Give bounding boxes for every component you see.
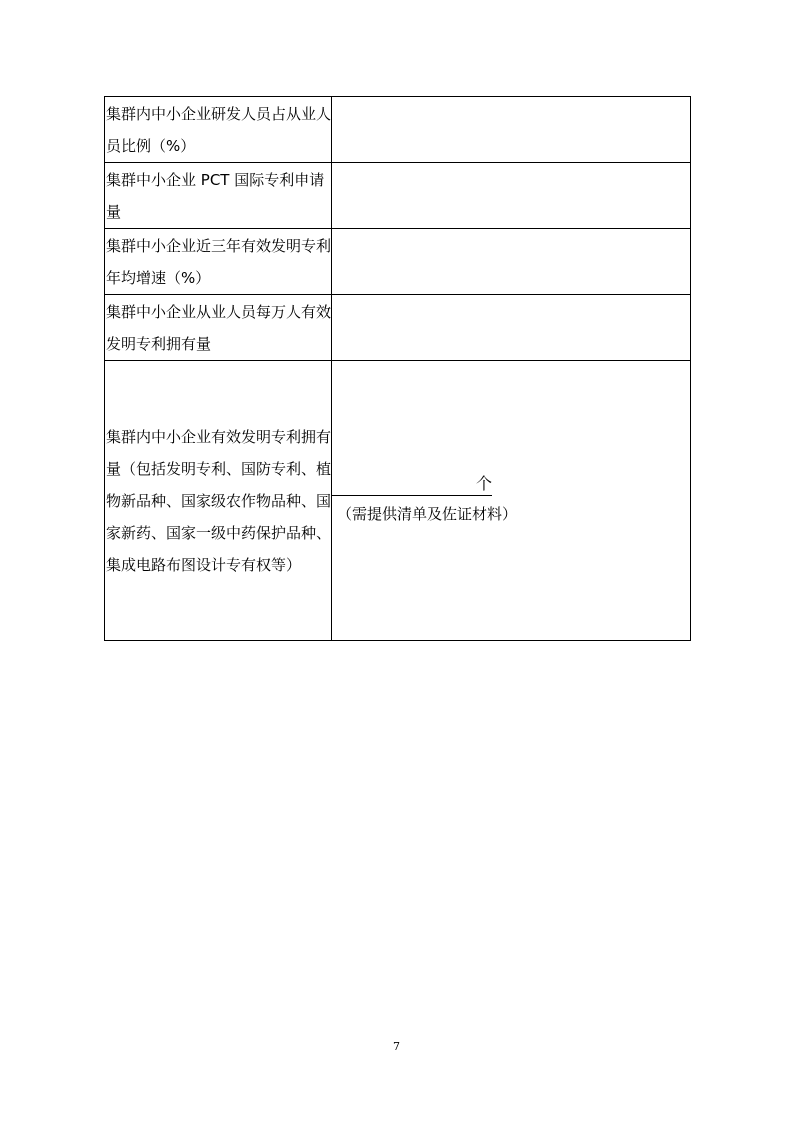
label-cell bbox=[105, 295, 332, 361]
label-cell bbox=[105, 361, 332, 641]
table-row bbox=[105, 163, 691, 229]
value-cell-valid-patents[interactable] bbox=[332, 361, 691, 641]
value-cell-rd-staff-ratio[interactable] bbox=[332, 97, 691, 163]
application-form-table bbox=[104, 96, 691, 641]
row-label-valid-patents: 集群内中小企业有效发明专利拥有量（包括发明专利、国防专利、植物新品种、国家级农作物品种、国家新药、国家一级中药保护品种、集成电路布图设计专有权等） bbox=[106, 428, 332, 574]
evidence-note: （需提供清单及佐证材料） bbox=[337, 505, 518, 523]
table-row bbox=[105, 361, 691, 641]
row-label-patent-growth: 集群中小企业近三年有效发明专利年均增速（%） bbox=[106, 237, 332, 287]
page-number: 7 bbox=[393, 1040, 400, 1053]
label-cell bbox=[105, 229, 332, 295]
row-label-rd-staff-ratio: 集群内中小企业研发人员占从业人员比例（%） bbox=[106, 105, 332, 155]
table-row bbox=[105, 97, 691, 163]
value-cell-patent-growth[interactable] bbox=[332, 229, 691, 295]
label-cell bbox=[105, 97, 332, 163]
count-unit: 个 bbox=[475, 474, 492, 493]
row-label-patents-per-10k: 集群中小企业从业人员每万人有效发明专利拥有量 bbox=[106, 303, 332, 353]
value-cell-patents-per-10k[interactable] bbox=[332, 295, 691, 361]
count-input-line[interactable] bbox=[332, 471, 492, 496]
table-row bbox=[105, 295, 691, 361]
label-cell bbox=[105, 163, 332, 229]
row-label-pct-applications: 集群中小企业 PCT 国际专利申请量 bbox=[106, 171, 325, 221]
table-row bbox=[105, 229, 691, 295]
value-cell-pct-applications[interactable] bbox=[332, 163, 691, 229]
